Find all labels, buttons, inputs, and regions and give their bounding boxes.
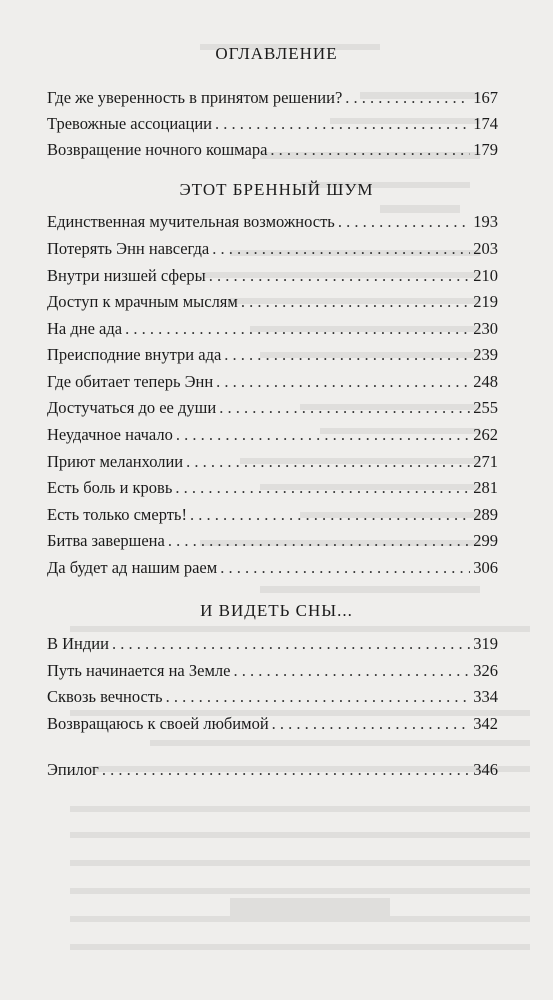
dot-leader (175, 478, 470, 498)
toc-entry[interactable] (47, 212, 498, 236)
dot-leader (209, 266, 471, 286)
toc-entry[interactable] (47, 634, 498, 658)
toc-entry[interactable] (47, 88, 498, 112)
toc-entry-title: Неудачное начало (47, 425, 173, 444)
toc-entry[interactable] (47, 478, 498, 502)
dot-leader (176, 425, 470, 445)
toc-entry-page: 306 (473, 558, 498, 577)
toc-entry-page: 174 (473, 114, 498, 133)
toc-entry[interactable] (47, 425, 498, 449)
dot-leader (338, 212, 470, 232)
toc-entry-page: 210 (473, 266, 498, 285)
toc-entry[interactable] (47, 345, 498, 369)
toc-entry-page: 219 (473, 292, 498, 311)
part-heading: ЭТОТ БРЕННЫЙ ШУМ (179, 180, 374, 199)
dot-leader (190, 505, 470, 525)
dot-leader (186, 452, 470, 472)
toc-entry-page: 319 (473, 634, 498, 653)
toc-entry[interactable] (47, 531, 498, 555)
part-heading: И ВИДЕТЬ СНЫ... (200, 601, 353, 620)
toc-entry-title: Да будет ад нашим раем (47, 558, 218, 577)
dot-leader (233, 661, 470, 681)
toc-entry-title: Битва завершена (47, 531, 165, 550)
toc-entry-title: На дне ада (47, 319, 123, 338)
toc-heading: ОГЛАВЛЕНИЕ (215, 44, 338, 63)
toc-entry-title: Преисподние внутри ада (47, 345, 222, 364)
toc-entry[interactable] (47, 558, 498, 582)
toc-entry-page: 299 (473, 531, 498, 550)
dot-leader (102, 760, 470, 780)
toc-entry-title: Единственная мучительная возможность (47, 212, 335, 231)
toc-entry[interactable] (47, 372, 498, 396)
toc-entry-page: 239 (473, 345, 498, 364)
toc-entry-page: 346 (473, 760, 498, 779)
toc-entry-page: 262 (473, 425, 498, 444)
dot-leader (224, 345, 470, 365)
dot-leader (216, 372, 470, 392)
toc-entry-page: 255 (473, 398, 498, 417)
toc-entry-title: Сквозь вечность (47, 687, 163, 706)
toc-entry-page: 289 (473, 505, 498, 524)
toc-entry-page: 203 (473, 239, 498, 258)
toc-entry-title: Есть боль и кровь (47, 478, 173, 497)
dot-leader (212, 239, 470, 259)
dot-leader (241, 292, 470, 312)
toc-entry[interactable] (47, 661, 498, 685)
toc-entry-page: 230 (473, 319, 498, 338)
toc-entry[interactable] (47, 505, 498, 529)
toc-entry-page: 179 (473, 140, 498, 159)
toc-entry-title: Доступ к мрачным мыслям (47, 292, 238, 311)
toc-entry-title: В Индии (47, 634, 109, 653)
toc-entry-page: 281 (473, 478, 498, 497)
toc-entry[interactable] (47, 319, 498, 343)
dot-leader (220, 558, 470, 578)
toc-entry[interactable] (47, 266, 498, 290)
toc-entry[interactable] (47, 760, 498, 784)
toc-entry-page: 193 (473, 212, 498, 231)
toc-entry[interactable] (47, 714, 498, 738)
toc-entry-title: Тревожные ассоциации (47, 114, 212, 133)
toc-entry-title: Где обитает теперь Энн (47, 372, 214, 391)
toc-entry-title: Достучаться до ее души (47, 398, 217, 417)
toc-entry-title: Есть только смерть! (47, 505, 187, 524)
toc-entry-title: Внутри низшей сферы (47, 266, 206, 285)
dot-leader (219, 398, 470, 418)
toc-entry-title: Где же уверенность в принятом решении? (47, 88, 343, 107)
toc-entry-title: Возвращаюсь к своей любимой (47, 714, 269, 733)
toc-entry-page: 271 (473, 452, 498, 471)
toc-entry[interactable] (47, 239, 498, 263)
dot-leader (215, 114, 470, 134)
toc-entry-title: Путь начинается на Земле (47, 661, 231, 680)
toc-entry-page: 342 (473, 714, 498, 733)
toc-entry-title: Приют меланхолии (47, 452, 184, 471)
toc-entry[interactable] (47, 398, 498, 422)
toc-entry[interactable] (47, 292, 498, 316)
dot-leader (345, 88, 470, 108)
toc-entry-title: Возвращение ночного кошмара (47, 140, 268, 159)
dot-leader (168, 531, 470, 551)
toc-entry-page: 248 (473, 372, 498, 391)
toc-entry[interactable] (47, 114, 498, 138)
dot-leader (270, 140, 470, 160)
toc-entry-page: 326 (473, 661, 498, 680)
toc-entry-title: Эпилог (47, 760, 99, 779)
toc-entry-page: 334 (473, 687, 498, 706)
toc-entry[interactable] (47, 452, 498, 476)
toc-entry[interactable] (47, 140, 498, 164)
dot-leader (125, 319, 470, 339)
toc-entry-title: Потерять Энн навсегда (47, 239, 210, 258)
dot-leader (166, 687, 471, 707)
dot-leader (112, 634, 470, 654)
dot-leader (272, 714, 471, 734)
toc-entry-page: 167 (473, 88, 498, 107)
toc-entry[interactable] (47, 687, 498, 711)
